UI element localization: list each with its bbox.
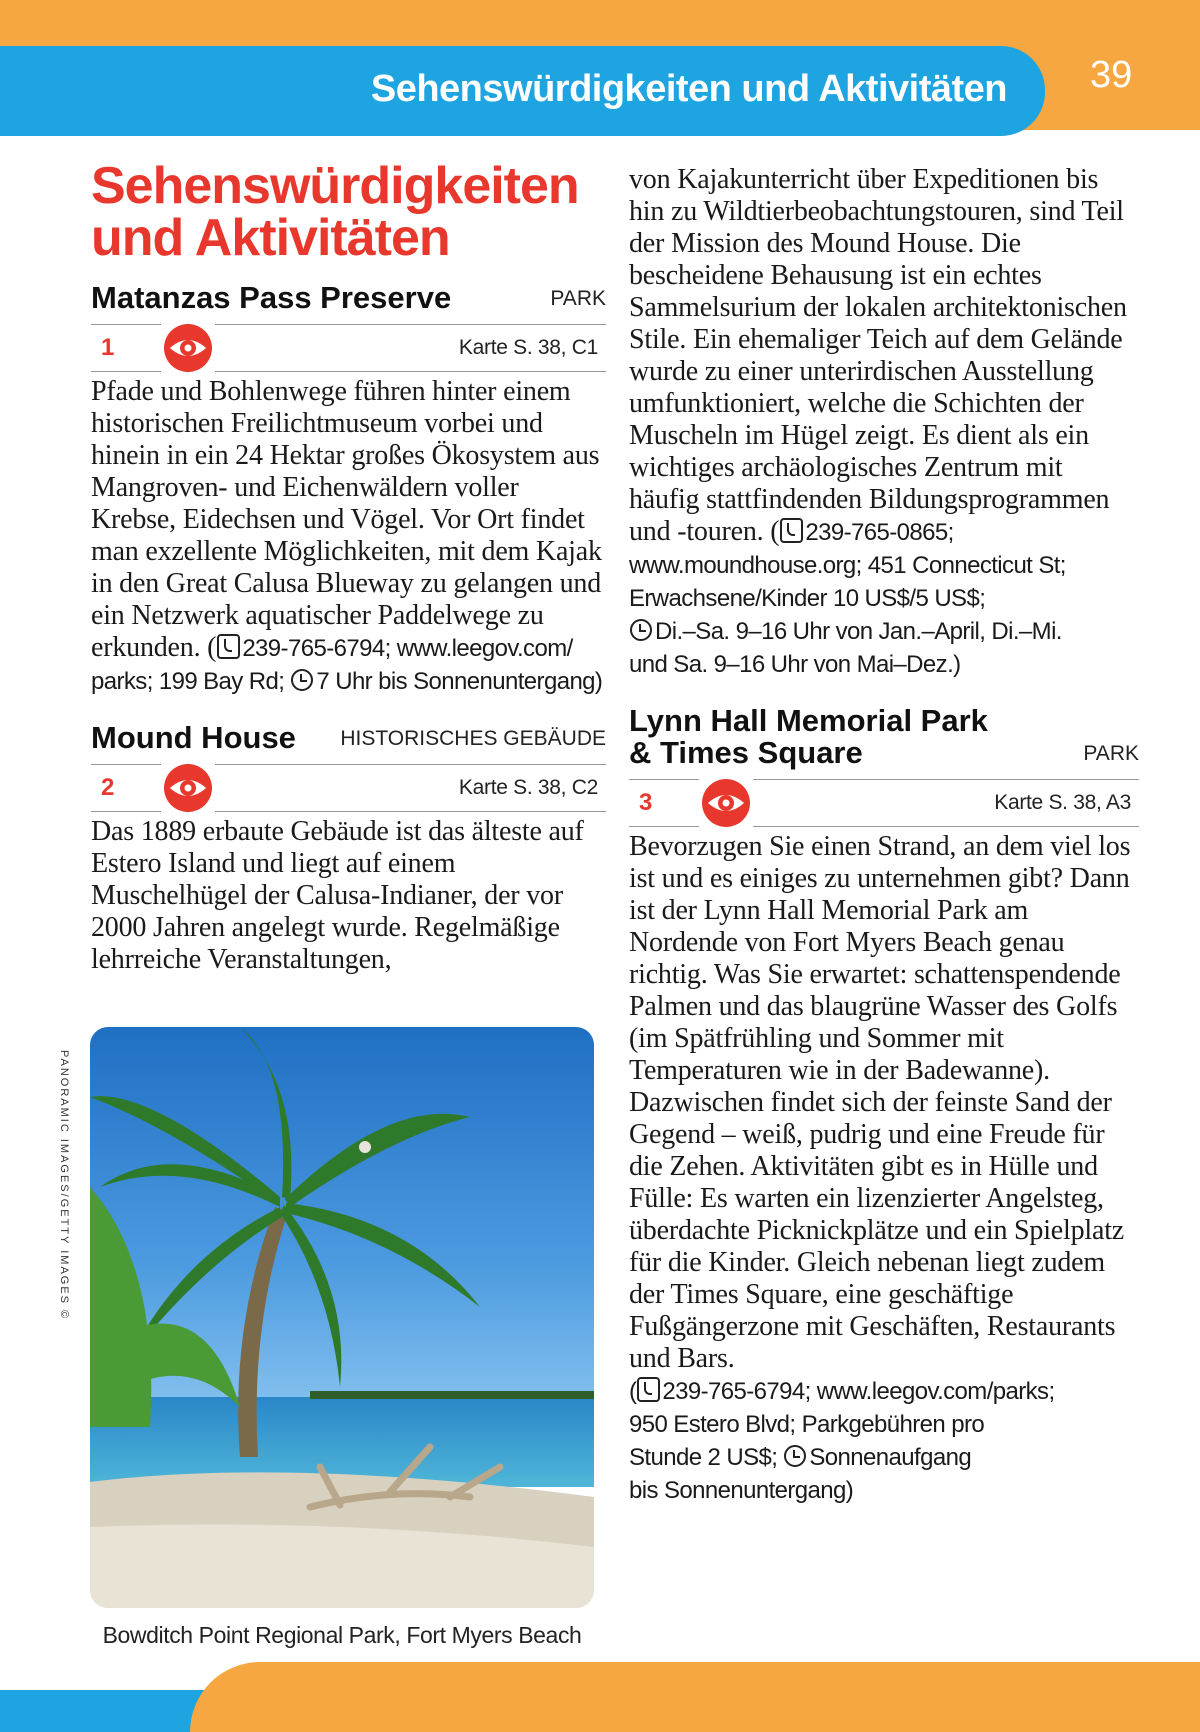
entry-type: HISTORISCHES GEBÄUDE [340,727,606,750]
page-number: 39 [1090,54,1133,96]
entry-hours-cont: und Sa. 9–16 Uhr von Mai–Dez.) [629,651,961,678]
clock-icon [630,619,652,641]
beach-photo [90,1027,594,1608]
entry-mound-house [91,722,606,976]
entry-number: 1 [101,334,115,361]
entry-phone-web: 239-765-6794; www.leegov.com/ [242,635,573,662]
entry-body: Das 1889 erbaute Gebäude ist das älteste auf Estero Island und liegt auf einem Muschelhügel der Calusa-Indianer, der vor 2000 Jahren angelegt wurde. Regelmäßige lehrreiche Veranstaltungen, [91,816,584,975]
bottom-orange-band [190,1662,1200,1732]
entry-name-line1: Lynn Hall Memorial Park [629,703,988,738]
left-column [91,157,606,976]
entry-header [91,282,606,314]
entry-type: PARK [550,287,606,310]
main-heading [91,157,606,267]
phone-icon [217,634,240,659]
entry-hours: 7 Uhr bis Sonnenuntergang) [316,668,603,695]
clock-icon [291,669,313,691]
entry-body [629,831,1139,1507]
entry-name-line2: & Times Square [629,735,863,770]
info-open-paren: ( [629,1378,637,1405]
map-reference-row [91,764,606,812]
continued-text: von Kajakunterricht über Expeditionen bis hin zu Wildtierbeobachtungstouren, sind Teil der Mission des Mound House. Die bescheidene Behausung ist ein echtes Sammelsurium der lokalen architektonischen Stile. Ein ehemaliger Teich auf dem Gelände wurde zu einer unterirdischen Ausstellung umfunktioniert, welche die Schichten der Muscheln im Hügel zeigt. Es dient als ein wichtiges archäologisches Zentrum mit häufig stattfindenden Bildungsprogrammen und -touren. ( [629,164,1127,547]
clock-icon [784,1445,806,1467]
entry-body-continued [629,164,1139,681]
entry-number: 2 [101,774,115,801]
header-title: Sehenswürdigkeiten und Aktivitäten [370,68,1007,110]
entry-body-text: Bevorzugen Sie einen Strand, an dem viel los ist und es einiges zu unternehmen gibt? Dann ist der Lynn Hall Memorial Park am Nordende von Fort Myers Beach genau richtig. Was Sie erwartet: schattenspendende Palmen und das blaugrüne Wasser des Golfs (im Spätfrühling und Sommer mit Temperaturen wie in der Badewanne). Dazwischen findet sich der feinste Sand der Gegend – weiß, pudrig und eine Freude für die Zehen. Aktivitäten gibt es in Hülle und Fülle: Es warten ein lizenzierter Angelsteg, überdachte Picknickplätze und ein Spielplatz für die Kinder. Gleich nebenan liegt zudem der Times Square, eine geschäftige Fußgängerzone mit Geschäften, Restaurants und Bars. [629,831,1131,1374]
entry-header [629,705,1139,769]
entry-type: PARK [1083,742,1139,765]
right-column [629,164,1139,1507]
entry-name: Matanzas Pass Preserve [91,280,452,315]
sight-eye-icon [161,761,215,815]
entry-name: Mound House [91,720,296,755]
sight-eye-icon [699,776,753,830]
entry-fee: Stunde 2 US$; [629,1444,778,1471]
map-reference: Karte S. 38, C2 [458,776,598,799]
entry-matanzas [91,282,606,698]
main-heading-line1: Sehenswürdigkeiten [91,157,579,215]
header-bar [0,46,1045,136]
entry-name [629,705,988,769]
entry-address: 950 Estero Blvd; Parkgebühren pro [629,1411,985,1438]
entry-phone: 239-765-0865; [805,519,954,546]
entry-address: parks; 199 Bay Rd; [91,668,285,695]
entry-body [91,376,606,698]
entry-prices: Erwachsene/Kinder 10 US$/5 US$; [629,585,986,612]
main-heading-line2: und Aktivitäten [91,209,450,267]
map-reference-row [629,779,1139,827]
entry-lynn-hall [629,705,1139,1507]
photo-credit: PANORAMIC IMAGES/GETTY IMAGES © [58,1050,70,1321]
entry-body-text: Pfade und Bohlenwege führen hinter einem historischen Freilichtmuseum vorbei und hinein in ein 24 Hektar großes Ökosystem aus Mangroven- und Eichenwäldern voller Krebse, Eidechsen und Vögel. Vor Ort findet man exzellente Möglichkeiten, mit dem Kajak in den Great Calusa Blueway zu gelangen und ein Netzwerk aquatischer Paddelwege zu erkunden. ( [91,376,602,663]
photo-caption: Bowditch Point Regional Park, Fort Myers Beach [102,1622,582,1648]
entry-hours: Sonnenaufgang [809,1444,972,1471]
entry-phone-web: 239-765-6794; www.leegov.com/parks; [662,1378,1055,1405]
map-reference-row [91,324,606,372]
map-reference: Karte S. 38, A3 [994,791,1131,814]
entry-hours: Di.–Sa. 9–16 Uhr von Jan.–April, Di.–Mi. [655,618,1062,645]
map-reference: Karte S. 38, C1 [458,336,598,359]
entry-hours-cont: bis Sonnenuntergang) [629,1477,854,1504]
phone-icon [780,518,803,543]
entry-number: 3 [639,789,653,816]
sight-eye-icon [161,321,215,375]
phone-icon [637,1377,660,1402]
entry-header [91,722,606,754]
entry-web-address: www.moundhouse.org; 451 Connecticut St; [629,552,1066,579]
